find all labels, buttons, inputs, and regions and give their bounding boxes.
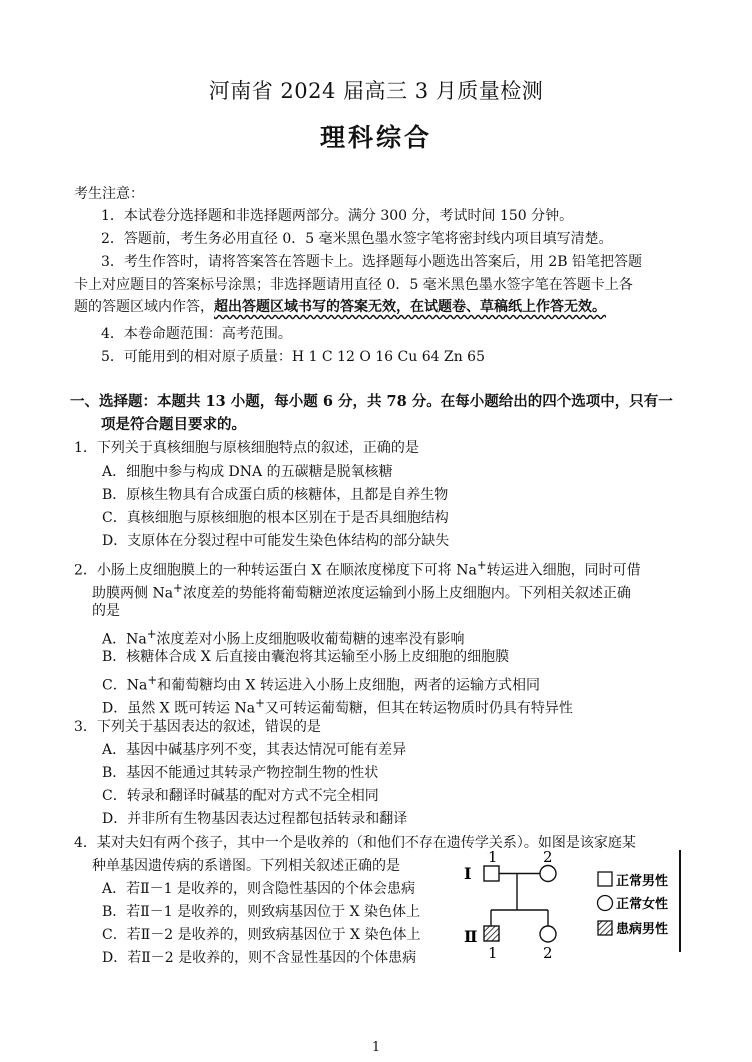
notice-item-wrap xyxy=(74,297,606,317)
question-stem-cont: 种单基因遗传病的系谱图。下列相关叙述正确的是 xyxy=(92,858,400,874)
superscript: + xyxy=(173,581,183,595)
individual-number: 1 xyxy=(488,944,498,962)
generation-label-1: Ⅰ xyxy=(464,864,472,883)
superscript: + xyxy=(146,627,157,641)
option-text: A．Na xyxy=(102,631,147,648)
option-text: D．虽然 X 既可转运 Na xyxy=(102,700,256,717)
notice-item: 卡上对应题目的答案标号涂黑；非选择题请用直径 0．5 毫米黑色墨水签字笔在答题卡上各 xyxy=(74,277,633,293)
notice-warning: 超出答题区域书写的答案无效，在试题卷、草稿纸上作答无效。 xyxy=(214,299,606,315)
option-text: 浓度差对小肠上皮细胞吸收葡萄糖的速率没有影响 xyxy=(156,631,465,648)
legend-label: 正常男性 xyxy=(616,874,669,889)
notice-item: 2．答题前，考生务必用直径 0．5 毫米黑色墨水签字笔将密封线内项目填写清楚。 xyxy=(101,231,613,247)
option-c: C．转录和翻译时碱基的配对方式不完全相同 xyxy=(102,788,379,804)
option-d: D．并非所有生物基因表达过程都包括转录和翻译 xyxy=(102,811,408,827)
option-c: C．若Ⅱ－2 是收养的，则致病基因位于 X 染色体上 xyxy=(102,927,421,943)
notice-item: 5．可能用到的相对原子质量：H 1 C 12 O 16 Cu 64 Zn 65 xyxy=(101,349,485,365)
normal-female-symbol xyxy=(540,866,556,882)
question-stem xyxy=(74,555,641,581)
stem-text: 助膜两侧 Na xyxy=(92,585,174,602)
option-b: B．核糖体合成 X 后直接由囊泡将其运输至小肠上皮细胞的细胞膜 xyxy=(102,649,510,665)
option-b: B．若Ⅱ－1 是收养的，则致病基因位于 X 染色体上 xyxy=(102,904,421,920)
notice-text: 题的答题区域内作答， xyxy=(74,299,214,315)
subject-title: 理科综合 xyxy=(319,123,432,152)
option-b: B．原核生物具有合成蛋白质的核糖体，且都是自养生物 xyxy=(102,487,449,503)
option-a: A．细胞中参与构成 DNA 的五碳糖是脱氧核糖 xyxy=(102,464,393,480)
section-heading-cont: 项是符合题目要求的。 xyxy=(101,416,246,433)
individual-number: 2 xyxy=(543,944,553,962)
notice-item: 1．本试卷分选择题和非选择题两部分。满分 300 分，考试时间 150 分钟。 xyxy=(101,208,574,224)
exam-title: 河南省 2024 届高三 3 月质量检测 xyxy=(208,79,544,103)
option-c xyxy=(102,670,540,696)
legend-male-icon xyxy=(598,872,612,886)
superscript: + xyxy=(255,696,265,710)
stem-text: 浓度差的势能将葡萄糖逆浓度运输到小肠上皮细胞内。下列相关叙述正确 xyxy=(182,585,631,602)
individual-number: 2 xyxy=(543,848,553,866)
affected-male-symbol xyxy=(484,926,499,941)
individual-number: 1 xyxy=(488,848,498,866)
superscript: + xyxy=(476,558,487,572)
section-heading: 一、选择题：本题共 13 小题，每小题 6 分，共 78 分。在每小题给出的四个选项中，只有一 xyxy=(70,393,673,410)
stem-text: 2．小肠上皮细胞膜上的一种转运蛋白 X 在顺浓度梯度下可将 Na xyxy=(74,562,477,579)
option-a: A．若Ⅱ－1 是收养的，则含隐性基因的个体会患病 xyxy=(102,881,415,897)
legend-affected-male-icon xyxy=(598,921,612,935)
normal-female-symbol xyxy=(540,926,556,942)
question-stem-cont xyxy=(92,578,631,604)
legend-label: 患病男性 xyxy=(616,922,669,937)
option-c: C．真核细胞与原核细胞的根本区别在于是否具细胞结构 xyxy=(102,510,449,526)
generation-label-2: Ⅱ xyxy=(464,927,478,946)
pedigree-diagram xyxy=(460,842,690,962)
normal-male-symbol xyxy=(484,866,499,881)
option-text: 和葡萄糖均由 X 转运进入小肠上皮细胞，两者的运输方式相同 xyxy=(157,677,540,694)
notice-heading: 考生注意： xyxy=(74,186,144,202)
question-stem-cont: 的是 xyxy=(92,603,120,619)
option-text: C．Na xyxy=(102,677,148,694)
option-a xyxy=(102,624,465,650)
superscript: + xyxy=(147,673,158,687)
page-number: 1 xyxy=(371,1040,381,1055)
option-d: D．若Ⅱ－2 是收养的，则不含显性基因的个体患病 xyxy=(102,950,417,966)
question-stem: 1．下列关于真核细胞与原核细胞特点的叙述，正确的是 xyxy=(74,440,419,456)
option-d: D．支原体在分裂过程中可能发生染色体结构的部分缺失 xyxy=(102,533,450,549)
option-b: B．基因不能通过其转录产物控制生物的性状 xyxy=(102,765,379,781)
option-d xyxy=(102,693,573,719)
stem-text: 转运进入细胞，同时可借 xyxy=(486,562,641,579)
option-text: 又可转运葡萄糖，但其在转运物质时仍具有特异性 xyxy=(264,700,573,717)
question-stem: 4．某对夫妇有两个孩子，其中一个是收养的（和他们不存在遗传学关系）。如图是该家庭某 xyxy=(74,835,636,851)
option-a: A．基因中碱基序列不变，其表达情况可能有差异 xyxy=(102,742,407,758)
legend-label: 正常女性 xyxy=(616,897,669,912)
question-stem: 3．下列关于基因表达的叙述，错误的是 xyxy=(74,719,321,735)
notice-item: 3．考生作答时，请将答案答在答题卡上。选择题每小题选出答案后，用 2B 铅笔把答题 xyxy=(101,254,643,270)
legend-female-icon xyxy=(598,896,613,911)
notice-item: 4．本卷命题范围：高考范围。 xyxy=(101,326,292,342)
